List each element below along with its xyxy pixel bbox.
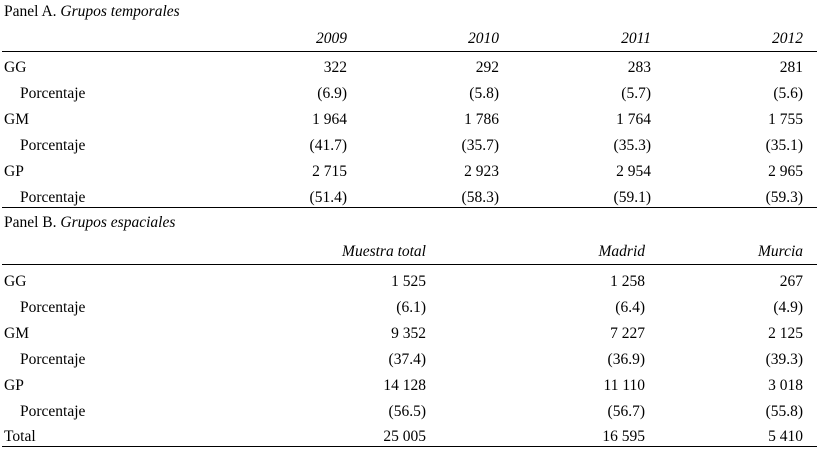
cell-gg-a-2010: 292 [475,59,499,76]
panel-b-header-row [2,235,817,265]
cell-gg-b-murcia: 267 [779,272,804,290]
row-label-gm-a: GM [4,111,29,128]
cell-gp-b-pct-muestra: (56.5) [388,402,426,420]
table-row [2,369,817,395]
cell-gp-b-pct-madrid: (56.7) [607,402,645,420]
cell-gp-a-2012: 2 965 [768,163,804,180]
cell-gp-a-pct-2011: (59.1) [513,181,665,207]
panel-a-header-blank [2,24,209,51]
statistics-table-panel-b [2,208,817,448]
cell-gp-a-pct-2010: (58.3) [361,181,513,207]
statistics-table [2,0,817,208]
cell-gm-a-pct-2009: (41.7) [309,137,347,154]
cell-gm-a-pct-2011: (35.3) [613,137,651,154]
cell-gg-a-2009: 322 [323,59,347,76]
cell-total-madrid: 16 595 [440,421,659,447]
cell-gg-b-pct-madrid: (6.4) [615,298,645,316]
cell-gm-b-murcia: 2 125 [768,324,804,342]
panel-b-title-row [2,208,817,235]
cell-gg-a-pct-2009: (6.9) [317,85,347,102]
cell-gg-b-pct-murcia: (4.9) [773,298,804,316]
row-label-gp-a-pct: Porcentaje [2,181,209,207]
row-label-gg-b-pct: Porcentaje [20,298,86,316]
cell-gm-b-muestra: 9 352 [391,324,426,342]
row-label-gp-a: GP [4,163,24,180]
panel-a-col-2011: 2011 [513,24,665,51]
row-label-gm-a-pct: Porcentaje [20,137,86,154]
row-label-gg-a-pct: Porcentaje [20,85,86,102]
table-row [2,317,817,343]
cell-gm-b-pct-muestra: (37.4) [388,350,426,368]
cell-gp-a-pct-2009: (51.4) [209,181,361,207]
panel-a-title-row [2,0,817,24]
cell-total-muestra: 25 005 [209,421,440,447]
panel-b-subtitle: Grupos espaciales [60,213,176,231]
panel-b-col-murcia: Murcia [659,235,817,265]
panel-b-header-blank [2,235,209,265]
cell-gm-a-pct-2012: (35.1) [765,137,804,154]
row-label-gg-b: GG [4,272,27,290]
cell-gm-b-pct-madrid: (36.9) [607,350,645,368]
table-row [2,395,817,421]
row-label-gm-b-pct: Porcentaje [20,350,86,368]
cell-gg-b-madrid: 1 258 [610,272,645,290]
cell-gp-b-pct-murcia: (55.8) [765,402,804,420]
row-label-gp-b: GP [4,376,24,394]
cell-gp-b-murcia: 3 018 [768,376,804,394]
cell-gm-a-2010: 1 786 [464,111,499,128]
table-row-total [2,421,817,447]
table-row [2,77,817,103]
panel-a-subtitle: Grupos temporales [60,3,180,20]
cell-gg-a-pct-2011: (5.7) [621,85,651,102]
row-label-gm-b: GM [4,324,29,342]
panel-b-title [2,208,817,235]
table-row [2,129,817,155]
cell-gm-a-2009: 1 964 [312,111,347,128]
cell-gm-a-2011: 1 764 [616,111,651,128]
panel-a-col-2009: 2009 [209,24,361,51]
cell-gp-a-2011: 2 954 [616,163,651,180]
panel-b-col-madrid: Madrid [440,235,659,265]
cell-gg-b-muestra: 1 525 [391,272,426,290]
cell-gm-b-madrid: 7 227 [610,324,645,342]
panel-b-col-muestra-total: Muestra total [209,235,440,265]
cell-gm-b-pct-murcia: (39.3) [765,350,804,368]
table-row [2,291,817,317]
panel-b-label: Panel B. [4,213,57,231]
cell-gg-a-2011: 283 [627,59,651,76]
cell-gp-b-muestra: 14 128 [383,376,426,394]
cell-gg-b-pct-muestra: (6.1) [396,298,426,316]
panel-a-label: Panel A. [4,3,57,20]
cell-total-murcia: 5 410 [659,421,817,447]
table-row [2,103,817,129]
cell-gg-a-pct-2010: (5.8) [469,85,499,102]
cell-gp-a-2009: 2 715 [312,163,347,180]
row-label-gg-a: GG [4,59,27,76]
row-label-gp-b-pct: Porcentaje [20,402,86,420]
table-row [2,265,817,291]
cell-gp-b-madrid: 11 110 [603,376,645,394]
cell-gm-a-2012: 1 755 [768,111,804,128]
cell-gp-a-2010: 2 923 [464,163,499,180]
table-row [2,155,817,181]
panel-a-header-row [2,24,817,51]
panel-a-col-2010: 2010 [361,24,513,51]
table-row [2,343,817,369]
panel-a-col-2012: 2012 [665,24,817,51]
table-row [2,51,817,77]
panel-a-title [2,0,817,24]
row-label-total: Total [2,421,209,447]
cell-gp-a-pct-2012: (59.3) [665,181,817,207]
cell-gg-a-2012: 281 [779,59,804,76]
cell-gg-a-pct-2012: (5.6) [773,85,804,102]
table-row [2,181,817,207]
cell-gm-a-pct-2010: (35.7) [461,137,499,154]
